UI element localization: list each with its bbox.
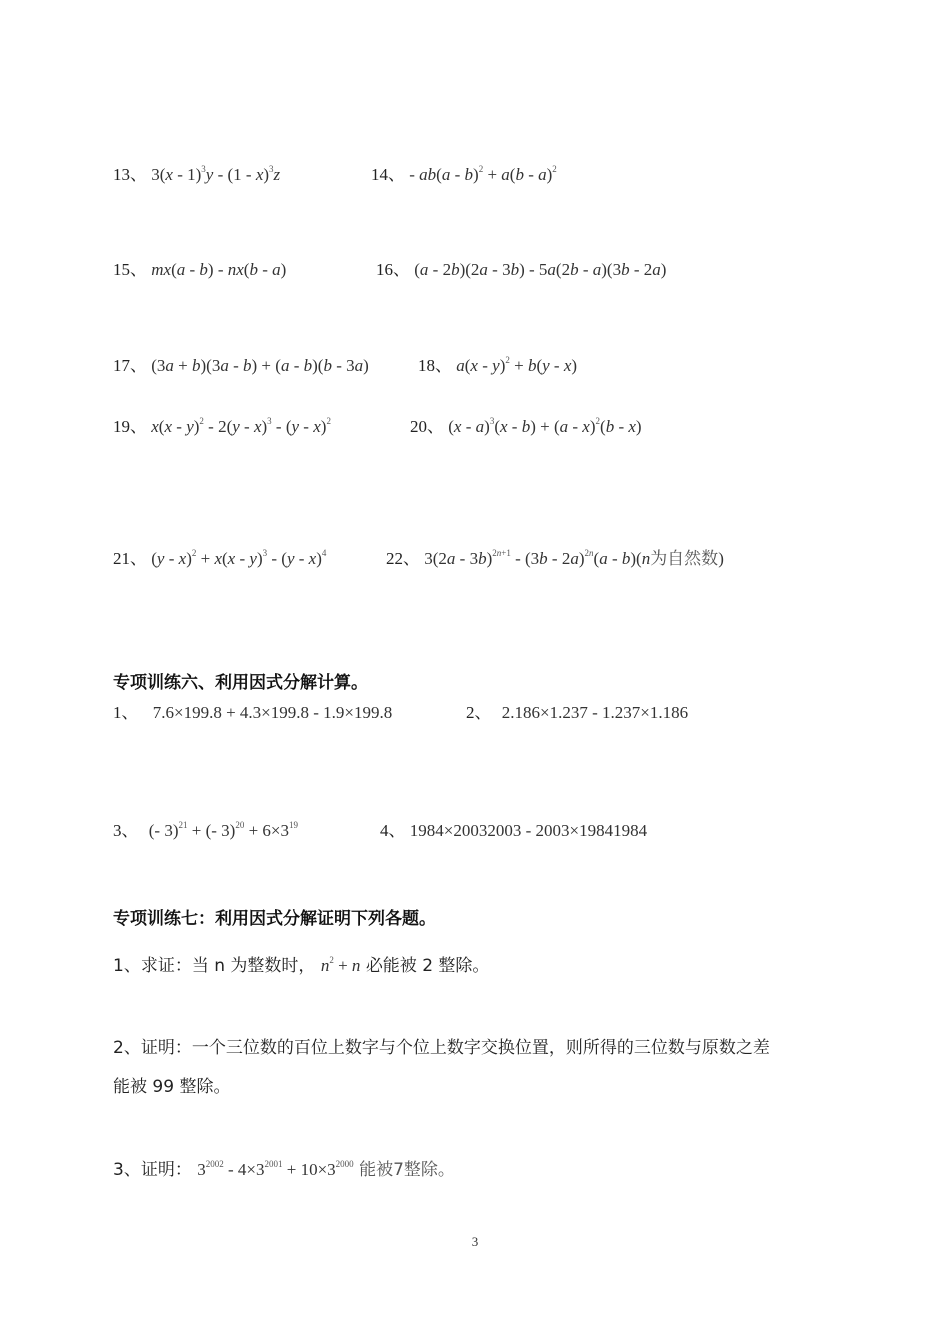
section-6-q4-expression: 1984×20032003 - 2003×19841984 bbox=[409, 821, 648, 840]
problem-14-label: 14、 bbox=[371, 165, 405, 184]
section-7-q2-line1: 2、证明：一个三位数的百位上数字与个位上数字交换位置，则所得的三位数与原数之差 bbox=[113, 1038, 770, 1058]
section-6-q1 bbox=[113, 704, 392, 721]
section-7-q1-tail: 必能被 2 整除。 bbox=[365, 956, 490, 976]
section-7-q3-label: 3、证明： bbox=[113, 1160, 192, 1180]
problem-15-label: 15、 bbox=[113, 260, 147, 279]
problem-19-expression: x(x - y)$^2$ - 2(y - x)$^3$ - (y - x)$^2$ bbox=[151, 416, 331, 436]
problem-18 bbox=[418, 357, 577, 374]
section-6-q1-label: 1、 bbox=[113, 703, 139, 722]
problem-14 bbox=[371, 166, 557, 183]
section-7-q3-expression: $3^{2002} - 4\times 3^{2001} + 10\times 3^{2000}$ bbox=[197, 1159, 354, 1179]
section-6-q3-expression: (- 3)$^{21}$ + (- $3)^{20} + 6\times 3^{19}$ bbox=[148, 820, 298, 840]
problem-14-expression: - ab(a - b)$^2$ + a(b - a)$^2$ bbox=[409, 164, 557, 184]
section-6-q2 bbox=[466, 704, 688, 721]
problem-15-expression: mx(a - b) - nx(b - a) bbox=[151, 260, 287, 279]
problem-20 bbox=[410, 418, 642, 435]
problem-20-label: 20、 bbox=[410, 417, 444, 436]
section-6-q3 bbox=[113, 822, 298, 839]
section-7-q1-label: 1、求证：当 n 为整数时， bbox=[113, 956, 316, 976]
problem-13-expression: 3(x - 1)$^3$y - (1 - x)$^3$z bbox=[151, 164, 281, 184]
problem-18-expression: a(x - y)$^2$ + b(y - x) bbox=[456, 355, 578, 375]
problem-15 bbox=[113, 261, 286, 278]
problem-18-label: 18、 bbox=[418, 356, 452, 375]
problem-21-expression: (y - x)$^2$ + x(x - y)$^3$ - (y - x)$^4$ bbox=[151, 548, 327, 568]
page-number: 3 bbox=[471, 1234, 479, 1249]
problem-13 bbox=[113, 166, 280, 183]
problem-20-expression: (x - a)$^3$(x - b) + (a - x)$^2$(b - x) bbox=[448, 416, 642, 436]
section-6-title: 专项训练六、利用因式分解计算。 bbox=[113, 673, 368, 693]
problem-22 bbox=[386, 550, 724, 567]
problem-22-expression: 3(2a - 3b)$^{2n+1}$ - (3b - 2a)$^{2n}$(a - b)(n为自然数) bbox=[424, 548, 724, 568]
problem-21 bbox=[113, 550, 326, 567]
section-6-q4-label: 4、 bbox=[380, 821, 406, 840]
section-7-q3-tail: 能被7整除。 bbox=[359, 1160, 455, 1180]
section-6-q4 bbox=[380, 822, 647, 839]
problem-22-note: 为自然数 bbox=[650, 549, 719, 568]
section-7-q1 bbox=[113, 951, 489, 976]
section-7-q3 bbox=[113, 1155, 455, 1180]
problem-16-expression: (a - 2b)(2a - 3b) - 5a(2b - a)(3b - 2a) bbox=[414, 260, 667, 279]
section-7-title: 专项训练七：利用因式分解证明下列各题。 bbox=[113, 909, 436, 929]
section-6-q2-expression: 2.186×1.237 - 1.237×1.186 bbox=[501, 703, 689, 722]
problem-16-label: 16、 bbox=[376, 260, 410, 279]
problem-17-label: 17、 bbox=[113, 356, 147, 375]
section-6-q3-label: 3、 bbox=[113, 821, 139, 840]
problem-19 bbox=[113, 418, 331, 435]
section-7-q2-line2: 能被 99 整除。 bbox=[113, 1077, 231, 1097]
problem-22-label: 22、 bbox=[386, 549, 420, 568]
problem-17-expression: (3a + b)(3a - b) + (a - b)(b - 3a) bbox=[151, 356, 369, 375]
problem-17 bbox=[113, 357, 369, 374]
problem-19-label: 19、 bbox=[113, 417, 147, 436]
section-6-q2-label: 2、 bbox=[466, 703, 492, 722]
problem-13-label: 13、 bbox=[113, 165, 147, 184]
problem-21-label: 21、 bbox=[113, 549, 147, 568]
problem-16 bbox=[376, 261, 666, 278]
section-7-q1-expression: $n^2 + n$ bbox=[320, 955, 361, 975]
section-6-q1-expression: 7.6×199.8 + 4.3×199.8 - 1.9×199.8 bbox=[152, 703, 393, 722]
